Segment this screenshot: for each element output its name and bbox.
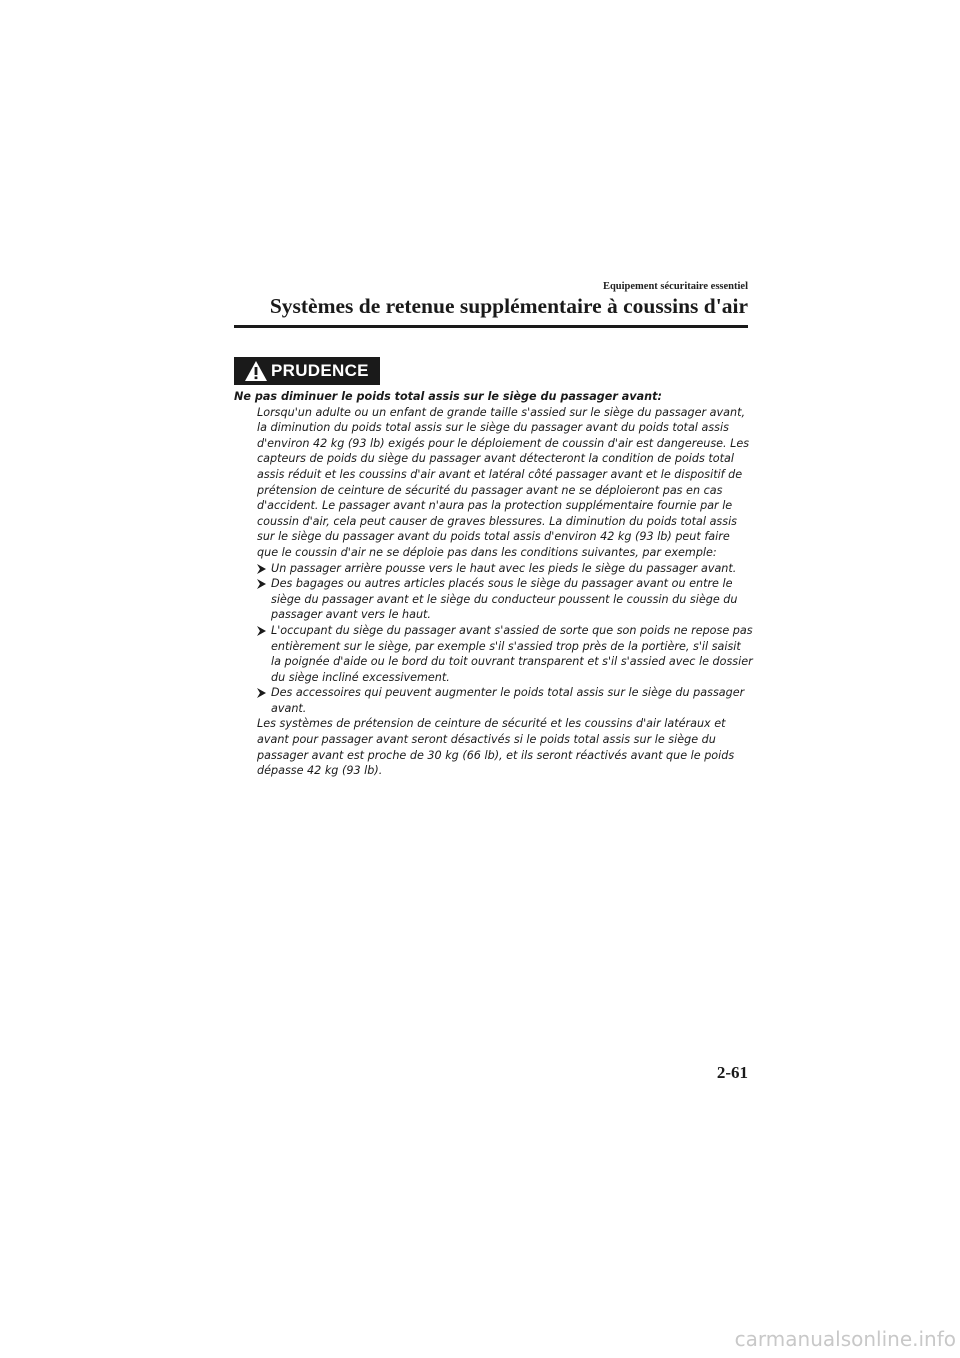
list-item (257, 623, 754, 685)
list-item-text: Un passager arrière pousse vers le haut avec les pieds le siège du passager avant. (271, 561, 737, 575)
caution-bullet-list (234, 561, 754, 717)
arrow-bullet-icon (257, 564, 266, 574)
list-item-text: L'occupant du siège du passager avant s'assied de sorte que son poids ne repose pas entièrement sur le siège, par exemple s'il s'assied trop près de la portière, s'il saisit la poignée d'aide ou le bord du toit ouvrant transparent et s'il s'assied avec le dossier du siège incliné excessivement. (271, 623, 753, 684)
caution-badge (234, 357, 380, 385)
list-item-text: Des accessoires qui peuvent augmenter le poids total assis sur le siège du passager avant. (271, 686, 745, 715)
page-number: 2-61 (716, 1063, 748, 1082)
arrow-bullet-icon (257, 626, 266, 636)
watermark: carmanualsonline.info (734, 1327, 956, 1351)
arrow-bullet-icon (257, 688, 266, 698)
section-kicker: Equipement sécuritaire essentiel (602, 281, 748, 292)
caution-label: PRUDENCE (271, 361, 369, 380)
list-item-text: Des bagages ou autres articles placés sous le siège du passager avant ou entre le siège du passager avant et le siège du conducteur poussent le coussin du siège du passager avant vers le haut. (271, 577, 738, 622)
list-item (257, 561, 754, 577)
caution-closing: Les systèmes de prétension de ceinture de sécurité et les coussins d'air latéraux et avant pour passager avant seront désactivés si le poids total assis sur le siège du passager avant est proche de 30 kg (66 lb), et ils seront réactivés avant que le poids dépasse 42 kg (93 lb). (257, 717, 735, 778)
list-item (257, 576, 754, 623)
caution-intro: Lorsqu'un adulte ou un enfant de grande taille s'assied sur le siège du passager avant, la diminution du poids total assis sur le siège du passager avant du poids total assis d'environ 42 kg (93 lb) exigés pour le déploiement de coussin d'air est dangereuse. Les capteurs de poids du siège du passager avant détecteront la condition de poids total assis réduit et les coussins d'air avant et latéral côté passager avant et le dispositif de prétension de ceinture de sécurité du passager avant ne se déploieront pas en cas d'accident. Le passager avant n'aura pas la protection supplémentaire fournie par le coussin d'air, cela peut causer de graves blessures. La diminution du poids total assis sur le siège du passager avant du poids total assis d'environ 42 kg (93 lb) peut faire que le coussin d'air ne se déploie pas dans les conditions suivantes, par exemple: (257, 405, 750, 559)
list-item (257, 685, 754, 716)
page-title: Systèmes de retenue supplémentaire à coussins d'air (269, 294, 748, 318)
header-divider (234, 325, 748, 328)
warning-triangle-icon (243, 359, 269, 383)
arrow-bullet-icon (257, 579, 266, 589)
caution-body (234, 389, 754, 779)
caution-heading: Ne pas diminuer le poids total assis sur le siège du passager avant: (234, 390, 662, 403)
